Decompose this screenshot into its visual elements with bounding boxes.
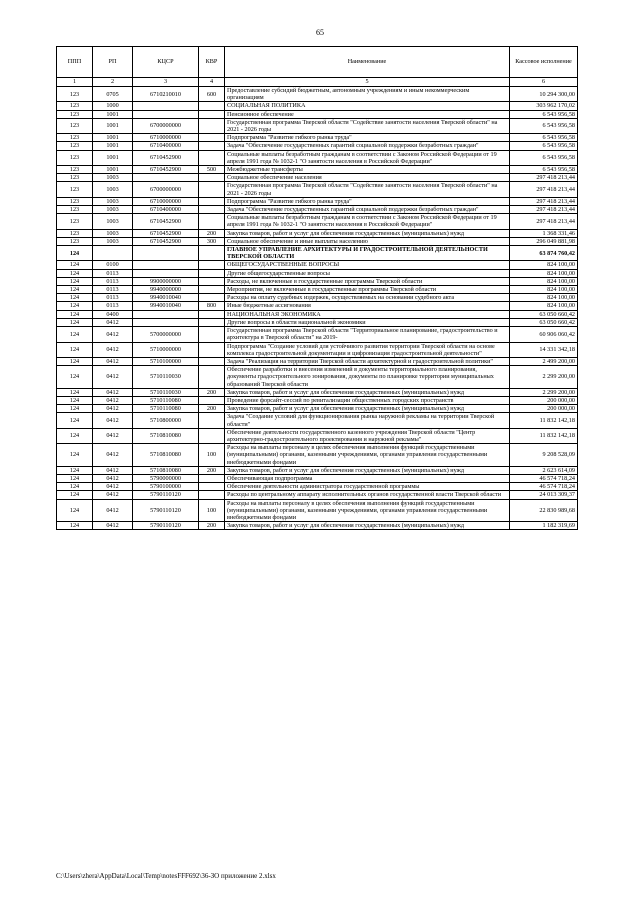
table-row	[57, 182, 578, 197]
cell-kcsr: 6710452900	[133, 237, 199, 245]
cell-name: Закупка товаров, работ и услуг для обеспечения государственных (муниципальных) нужд	[225, 229, 510, 237]
table-row	[57, 286, 578, 294]
cell-rp: 0100	[93, 261, 133, 269]
cell-rp: 1003	[93, 214, 133, 229]
cell-name: Задача "Создание условий для функционирования рынка наружной рекламы на территории Тверской области"	[225, 413, 510, 428]
cell-kvr	[199, 413, 225, 428]
cell-kcsr	[133, 261, 199, 269]
cell-name: Социальное обеспечение и иные выплаты населению	[225, 237, 510, 245]
table-row	[57, 110, 578, 118]
page-number: 65	[316, 28, 324, 37]
table-row	[57, 474, 578, 482]
cell-kcsr: 6710452900	[133, 166, 199, 174]
cell-rp: 0412	[93, 474, 133, 482]
cell-kvr	[199, 428, 225, 443]
cell-name: СОЦИАЛЬНАЯ ПОЛИТИКА	[225, 102, 510, 110]
cell-ppp: 124	[57, 246, 93, 261]
column-number: 3	[133, 78, 199, 87]
cell-kcsr: 9940010040	[133, 302, 199, 310]
cell-kvr	[199, 110, 225, 118]
cell-kcsr: 5710110030	[133, 366, 199, 389]
cell-kvr	[199, 197, 225, 205]
cell-kcsr: 5700000000	[133, 327, 199, 342]
cell-rp: 1003	[93, 237, 133, 245]
cell-kcsr	[133, 269, 199, 277]
cell-kvr	[199, 366, 225, 389]
cell-kcsr: 6710452900	[133, 214, 199, 229]
column-number: 5	[225, 78, 510, 87]
cell-kcsr: 5710000000	[133, 342, 199, 357]
cell-kvr: 500	[199, 166, 225, 174]
cell-amount: 63 874 760,42	[510, 246, 578, 261]
table-row	[57, 318, 578, 326]
cell-ppp: 124	[57, 310, 93, 318]
cell-kcsr	[133, 246, 199, 261]
cell-name: Государственная программа Тверской области "Содействие занятости населения Тверской области" на 2021 - 2026 годы	[225, 182, 510, 197]
cell-amount: 824 100,00	[510, 269, 578, 277]
cell-name: Обеспечивающая подпрограмма	[225, 474, 510, 482]
cell-rp: 0412	[93, 405, 133, 413]
cell-amount: 6 543 956,58	[510, 150, 578, 165]
cell-ppp: 124	[57, 342, 93, 357]
cell-rp: 0412	[93, 522, 133, 530]
cell-kcsr: 6710452900	[133, 150, 199, 165]
cell-kvr	[199, 150, 225, 165]
cell-kcsr: 5790110120	[133, 491, 199, 499]
table-row	[57, 302, 578, 310]
cell-rp: 1003	[93, 206, 133, 214]
cell-amount: 9 208 528,09	[510, 444, 578, 467]
cell-ppp: 123	[57, 206, 93, 214]
cell-kcsr: 5710110080	[133, 396, 199, 404]
cell-kvr	[199, 174, 225, 182]
cell-amount: 824 100,00	[510, 294, 578, 302]
cell-amount: 46 574 718,24	[510, 474, 578, 482]
cell-name: Расходы на выплаты персоналу в целях обеспечения выполнения функций государственными (муниципальными) органами, казенными учреждениями, органами управления государственными внебюджетными фондами	[225, 444, 510, 467]
cell-amount: 296 049 881,98	[510, 237, 578, 245]
cell-name: Подпрограмма "Развитие гибкого рынка труда"	[225, 134, 510, 142]
cell-kvr	[199, 142, 225, 150]
cell-kcsr	[133, 102, 199, 110]
cell-amount: 200 000,00	[510, 396, 578, 404]
cell-name: Закупка товаров, работ и услуг для обеспечения государственных (муниципальных) нужд	[225, 466, 510, 474]
cell-rp: 0705	[93, 87, 133, 102]
cell-rp: 1003	[93, 182, 133, 197]
header-kcsr: КЦСР	[133, 47, 199, 78]
cell-kcsr	[133, 110, 199, 118]
table-row	[57, 134, 578, 142]
cell-ppp: 123	[57, 237, 93, 245]
cell-kcsr: 5710810080	[133, 428, 199, 443]
cell-name: Межбюджетные трансферты	[225, 166, 510, 174]
cell-ppp: 124	[57, 491, 93, 499]
cell-kcsr: 9900000000	[133, 277, 199, 285]
cell-kvr	[199, 134, 225, 142]
table-row	[57, 366, 578, 389]
cell-ppp: 124	[57, 413, 93, 428]
cell-name: Задача "Обеспечение государственных гарантий социальной поддержки безработных граждан"	[225, 206, 510, 214]
cell-name: Закупка товаров, работ и услуг для обеспечения государственных (муниципальных) нужд	[225, 405, 510, 413]
cell-kcsr: 5710110080	[133, 405, 199, 413]
cell-kvr: 100	[199, 444, 225, 467]
cell-amount: 46 574 718,24	[510, 483, 578, 491]
column-number: 1	[57, 78, 93, 87]
cell-kvr: 300	[199, 237, 225, 245]
cell-ppp: 124	[57, 357, 93, 365]
cell-rp: 0412	[93, 366, 133, 389]
table-row	[57, 277, 578, 285]
cell-rp: 0412	[93, 483, 133, 491]
cell-amount: 6 543 956,58	[510, 118, 578, 133]
cell-ppp: 123	[57, 197, 93, 205]
cell-ppp: 123	[57, 110, 93, 118]
cell-name: Проведение форсайт-сессий по ревитализации общественных городских пространств	[225, 396, 510, 404]
cell-ppp: 123	[57, 214, 93, 229]
table-row	[57, 413, 578, 428]
cell-kcsr	[133, 318, 199, 326]
cell-kcsr: 9940000000	[133, 286, 199, 294]
cell-kvr: 200	[199, 229, 225, 237]
cell-rp: 0412	[93, 491, 133, 499]
cell-kvr	[199, 214, 225, 229]
cell-amount: 11 832 142,18	[510, 428, 578, 443]
cell-kvr	[199, 396, 225, 404]
cell-kvr	[199, 342, 225, 357]
cell-amount: 6 543 956,58	[510, 142, 578, 150]
table-row	[57, 206, 578, 214]
cell-name: Обеспечение деятельности администратора государственной программы	[225, 483, 510, 491]
cell-amount: 6 543 956,58	[510, 110, 578, 118]
cell-amount: 6 543 956,58	[510, 134, 578, 142]
cell-name: Подпрограмма "Развитие гибкого рынка труда"	[225, 197, 510, 205]
cell-rp: 1003	[93, 174, 133, 182]
cell-name: Обеспечение деятельности государственного казенного учреждения Тверской области "Центр архитектурно-градостроительного проектирования и наружной рекламы"	[225, 428, 510, 443]
cell-ppp: 123	[57, 87, 93, 102]
cell-name: Задача "Обеспечение государственных гарантий социальной поддержки безработных граждан"	[225, 142, 510, 150]
table-row	[57, 237, 578, 245]
table-row	[57, 214, 578, 229]
cell-kvr: 800	[199, 302, 225, 310]
table-header-row	[57, 47, 578, 78]
table-row	[57, 102, 578, 110]
cell-name: Предоставление субсидий бюджетным, автономным учреждениям и иным некоммерческим организациям	[225, 87, 510, 102]
cell-amount: 2 299 200,00	[510, 366, 578, 389]
cell-ppp: 123	[57, 166, 93, 174]
cell-kcsr: 5790110120	[133, 522, 199, 530]
cell-ppp: 124	[57, 277, 93, 285]
cell-name: Расходы на оплату судебных издержек, осуществляемых на основании судебного акта	[225, 294, 510, 302]
cell-name: Иные бюджетные ассигнования	[225, 302, 510, 310]
cell-amount: 824 100,00	[510, 261, 578, 269]
cell-ppp: 124	[57, 294, 93, 302]
cell-rp: 0400	[93, 310, 133, 318]
cell-amount: 10 294 300,00	[510, 87, 578, 102]
table-row	[57, 466, 578, 474]
cell-rp: 0412	[93, 466, 133, 474]
cell-kcsr: 5710110030	[133, 388, 199, 396]
cell-name: Расходы по центральному аппарату исполнительных органов государственной власти Тверской области	[225, 491, 510, 499]
cell-rp: 0113	[93, 269, 133, 277]
cell-rp: 0113	[93, 302, 133, 310]
cell-kvr: 200	[199, 405, 225, 413]
header-rp: РП	[93, 47, 133, 78]
table-row	[57, 174, 578, 182]
column-number: 2	[93, 78, 133, 87]
cell-kcsr: 6710210010	[133, 87, 199, 102]
header-amount: Кассовое исполнение	[510, 47, 578, 78]
table-row	[57, 444, 578, 467]
cell-kvr: 200	[199, 388, 225, 396]
cell-kcsr: 6710452900	[133, 229, 199, 237]
cell-kvr	[199, 118, 225, 133]
cell-name: Задача "Реализация на территории Тверской области архитектурной и градостроительной политики"	[225, 357, 510, 365]
cell-kvr	[199, 474, 225, 482]
cell-kcsr: 5710810080	[133, 444, 199, 467]
table-row	[57, 142, 578, 150]
cell-kvr: 600	[199, 87, 225, 102]
table-row	[57, 327, 578, 342]
cell-kvr	[199, 102, 225, 110]
cell-name: Расходы, не включенные в государственные программы Тверской области	[225, 277, 510, 285]
cell-kvr	[199, 483, 225, 491]
cell-kvr	[199, 277, 225, 285]
cell-amount: 297 418 213,44	[510, 206, 578, 214]
cell-rp: 0412	[93, 444, 133, 467]
cell-amount: 1 182 319,69	[510, 522, 578, 530]
column-number-row	[57, 78, 578, 87]
table-row	[57, 396, 578, 404]
cell-amount: 824 100,00	[510, 286, 578, 294]
cell-ppp: 124	[57, 318, 93, 326]
cell-name: Мероприятия, не включенные в государственные программы Тверской области	[225, 286, 510, 294]
cell-ppp: 123	[57, 174, 93, 182]
cell-kvr	[199, 261, 225, 269]
cell-ppp: 124	[57, 261, 93, 269]
cell-name: Социальное обеспечение населения	[225, 174, 510, 182]
cell-rp: 1001	[93, 166, 133, 174]
cell-rp: 1001	[93, 110, 133, 118]
cell-kvr: 100	[199, 499, 225, 522]
cell-rp: 0412	[93, 396, 133, 404]
cell-ppp: 124	[57, 499, 93, 522]
cell-kvr	[199, 318, 225, 326]
cell-ppp: 124	[57, 396, 93, 404]
cell-amount: 297 418 213,44	[510, 174, 578, 182]
cell-amount: 297 418 213,44	[510, 197, 578, 205]
cell-kcsr: 6700000000	[133, 182, 199, 197]
cell-ppp: 123	[57, 229, 93, 237]
cell-ppp: 124	[57, 522, 93, 530]
cell-kvr	[199, 286, 225, 294]
cell-ppp: 124	[57, 444, 93, 467]
cell-name: Социальные выплаты безработным гражданам в соответствии с Законом Российской Федерации от 19 апреля 1991 года № 1032-1 "О занятости населения в Российской Федерации"	[225, 214, 510, 229]
table-row	[57, 491, 578, 499]
cell-ppp: 124	[57, 466, 93, 474]
cell-ppp: 124	[57, 483, 93, 491]
cell-kvr	[199, 246, 225, 261]
footer-file-path: C:\Users\zhera\AppData\Local\Temp\notesFFF692\36-ЗО приложение 2.xlsx	[56, 872, 276, 880]
cell-ppp: 123	[57, 102, 93, 110]
cell-amount: 60 906 060,42	[510, 327, 578, 342]
table-row	[57, 261, 578, 269]
cell-amount: 1 368 331,46	[510, 229, 578, 237]
cell-kcsr: 5790110120	[133, 499, 199, 522]
cell-rp: 1001	[93, 150, 133, 165]
cell-ppp: 124	[57, 428, 93, 443]
cell-amount: 11 832 142,18	[510, 413, 578, 428]
cell-amount: 63 050 660,42	[510, 318, 578, 326]
cell-rp: 1001	[93, 142, 133, 150]
cell-kvr	[199, 269, 225, 277]
table-row	[57, 428, 578, 443]
table-row	[57, 388, 578, 396]
header-kvr: КВР	[199, 47, 225, 78]
cell-ppp: 124	[57, 302, 93, 310]
cell-name: Социальные выплаты безработным гражданам в соответствии с Законом Российской Федерации от 19 апреля 1991 года № 1032-1 "О занятости населения в Российской Федерации"	[225, 150, 510, 165]
table-row	[57, 357, 578, 365]
cell-amount: 297 418 213,44	[510, 182, 578, 197]
cell-name: Государственная программа Тверской области "Территориальное планирование, градостроительство и архитектура в Тверской области" на 2019-	[225, 327, 510, 342]
cell-kvr	[199, 357, 225, 365]
cell-rp: 0412	[93, 388, 133, 396]
cell-amount: 824 100,00	[510, 302, 578, 310]
header-name: Наименование	[225, 47, 510, 78]
table-row	[57, 150, 578, 165]
cell-name: Пенсионное обеспечение	[225, 110, 510, 118]
cell-amount: 303 962 170,02	[510, 102, 578, 110]
cell-ppp: 124	[57, 474, 93, 482]
table-row	[57, 246, 578, 261]
table-row	[57, 483, 578, 491]
cell-rp: 0113	[93, 294, 133, 302]
table-row	[57, 87, 578, 102]
cell-amount: 2 623 614,09	[510, 466, 578, 474]
cell-ppp: 124	[57, 405, 93, 413]
cell-rp: 0412	[93, 499, 133, 522]
cell-ppp: 124	[57, 388, 93, 396]
cell-name: Закупка товаров, работ и услуг для обеспечения государственных (муниципальных) нужд	[225, 388, 510, 396]
cell-amount: 14 331 342,18	[510, 342, 578, 357]
cell-kcsr: 6710400000	[133, 206, 199, 214]
cell-kcsr: 6710000000	[133, 197, 199, 205]
cell-ppp: 124	[57, 366, 93, 389]
cell-kvr	[199, 182, 225, 197]
cell-amount: 24 013 309,37	[510, 491, 578, 499]
cell-kvr: 200	[199, 466, 225, 474]
table-row	[57, 269, 578, 277]
cell-rp: 0113	[93, 277, 133, 285]
cell-kvr	[199, 206, 225, 214]
cell-ppp: 123	[57, 142, 93, 150]
cell-rp: 0113	[93, 286, 133, 294]
cell-amount: 297 418 213,44	[510, 214, 578, 229]
cell-kcsr	[133, 174, 199, 182]
cell-amount: 6 543 956,58	[510, 166, 578, 174]
cell-name: Закупка товаров, работ и услуг для обеспечения государственных (муниципальных) нужд	[225, 522, 510, 530]
cell-ppp: 123	[57, 182, 93, 197]
cell-kcsr: 6710000000	[133, 134, 199, 142]
cell-rp: 0412	[93, 342, 133, 357]
cell-name: Другие общегосударственные вопросы	[225, 269, 510, 277]
cell-kcsr: 6700000000	[133, 118, 199, 133]
table-row	[57, 118, 578, 133]
cell-kcsr: 5790100000	[133, 483, 199, 491]
cell-amount: 2 299 200,00	[510, 388, 578, 396]
cell-rp	[93, 246, 133, 261]
cell-kcsr: 9940010040	[133, 294, 199, 302]
cell-name: Подпрограмма "Создание условий для устойчивого развития территории Тверской области на основе комплекса градостроительной документации и цифровизация градостроительной деятельности"	[225, 342, 510, 357]
cell-kcsr: 5710800000	[133, 413, 199, 428]
cell-rp: 0412	[93, 428, 133, 443]
cell-kvr	[199, 294, 225, 302]
cell-name: НАЦИОНАЛЬНАЯ ЭКОНОМИКА	[225, 310, 510, 318]
cell-kcsr: 5710100000	[133, 357, 199, 365]
cell-name: Государственная программа Тверской области "Содействие занятости населения Тверской области" на 2021 - 2026 годы	[225, 118, 510, 133]
cell-amount: 22 830 989,68	[510, 499, 578, 522]
cell-kvr	[199, 327, 225, 342]
cell-name: ГЛАВНОЕ УПРАВЛЕНИЕ АРХИТЕКТУРЫ И ГРАДОСТРОИТЕЛЬНОЙ ДЕЯТЕЛЬНОСТИ ТВЕРСКОЙ ОБЛАСТИ	[225, 246, 510, 261]
cell-kcsr: 5710810080	[133, 466, 199, 474]
cell-ppp: 123	[57, 150, 93, 165]
budget-execution-table	[56, 46, 578, 530]
cell-name: Обеспечение разработки и внесения изменений в документы территориального планирования, документы градостроительного зонирования, документы по планировке территории муниципальных образований Тверской области	[225, 366, 510, 389]
cell-amount: 200 000,00	[510, 405, 578, 413]
cell-name: Другие вопросы в области национальной экономики	[225, 318, 510, 326]
cell-ppp: 123	[57, 118, 93, 133]
cell-rp: 1001	[93, 134, 133, 142]
column-number: 6	[510, 78, 578, 87]
cell-amount: 824 100,00	[510, 277, 578, 285]
cell-name: Расходы на выплаты персоналу в целях обеспечения выполнения функций государственными (муниципальными) органами, казенными учреждениями, органами управления государственными внебюджетными фондами	[225, 499, 510, 522]
cell-name: ОБЩЕГОСУДАРСТВЕННЫЕ ВОПРОСЫ	[225, 261, 510, 269]
cell-kvr: 200	[199, 522, 225, 530]
cell-rp: 0412	[93, 357, 133, 365]
table-row	[57, 499, 578, 522]
cell-rp: 1003	[93, 229, 133, 237]
cell-amount: 63 050 660,42	[510, 310, 578, 318]
cell-ppp: 124	[57, 269, 93, 277]
table-row	[57, 197, 578, 205]
cell-kcsr: 5790000000	[133, 474, 199, 482]
cell-rp: 0412	[93, 413, 133, 428]
cell-rp: 1001	[93, 118, 133, 133]
table-row	[57, 310, 578, 318]
cell-kcsr	[133, 310, 199, 318]
cell-rp: 0412	[93, 318, 133, 326]
cell-ppp: 124	[57, 286, 93, 294]
table-row	[57, 294, 578, 302]
column-number: 4	[199, 78, 225, 87]
table-row	[57, 405, 578, 413]
cell-ppp: 123	[57, 134, 93, 142]
cell-kvr	[199, 310, 225, 318]
cell-kcsr: 6710400000	[133, 142, 199, 150]
cell-kvr	[199, 491, 225, 499]
cell-rp: 0412	[93, 327, 133, 342]
table-row	[57, 522, 578, 530]
cell-rp: 1000	[93, 102, 133, 110]
header-ppp: ППП	[57, 47, 93, 78]
table-row	[57, 229, 578, 237]
cell-amount: 2 499 200,00	[510, 357, 578, 365]
cell-rp: 1003	[93, 197, 133, 205]
table-row	[57, 166, 578, 174]
cell-ppp: 124	[57, 327, 93, 342]
table-row	[57, 342, 578, 357]
